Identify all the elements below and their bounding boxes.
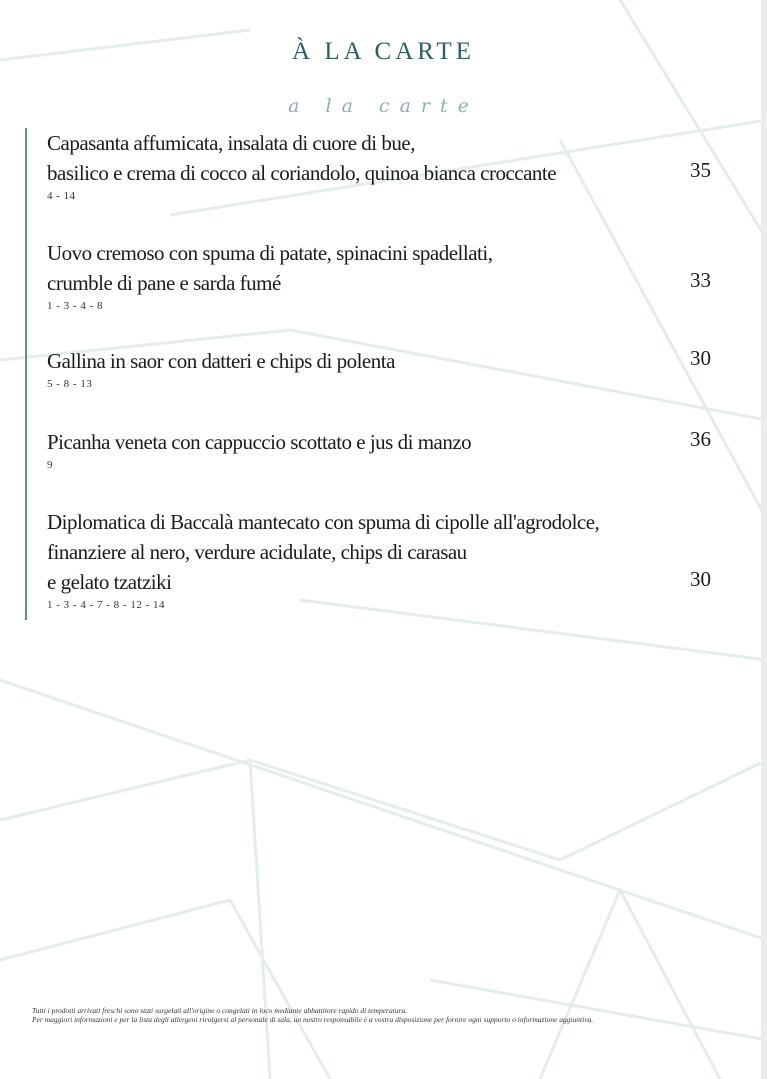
dish-list [25,128,717,620]
dish-allergens: 5 - 8 - 13 [47,378,93,390]
dish-item [47,128,717,202]
dish-price: 30 [690,346,711,370]
footer-line-allergens-info: Per maggiori informazioni e per la lista degli allergeni rivolgersi al personale di sala, un nostro responsabile è a vostra disposizione per fornire ogni supporto o informazione aggiuntiva. [32,1015,594,1024]
dish-name-line: Gallina in saor con datteri e chips di polenta [47,349,395,373]
dish-name-line: Uovo cremoso con spuma di patate, spinacini spadellati, [47,241,493,265]
dish-item [47,346,717,390]
dish-allergens: 9 [47,459,53,471]
menu-header [0,38,767,117]
menu-title: À LA CARTE [292,38,475,65]
dish-price: 36 [690,427,711,451]
dish-price: 35 [690,158,711,182]
dish-item [47,238,717,312]
dish-name-line: crumble di pane e sarda fumé [47,271,281,295]
dish-name-line: basilico e crema di cocco al coriandolo, quinoa bianca croccante [47,161,557,185]
dish-name-line: Capasanta affumicata, insalata di cuore di bue, [47,131,415,155]
page-edge-shadow [761,0,767,1079]
footer-line-freshness: Tutti i prodotti arrivati freschi sono stati surgelati all'origine o congelati in loco mediante abbattitore rapido di temperatura. [32,1006,408,1015]
dish-name-line: Diplomatica di Baccalà mantecato con spuma di cipolle all'agrodolce, [47,510,600,534]
dish-allergens: 1 - 3 - 4 - 8 [47,300,103,312]
dish-name-line: Picanha veneta con cappuccio scottato e jus di manzo [47,430,472,454]
dish-price: 30 [690,567,711,591]
dish-allergens: 1 - 3 - 4 - 7 - 8 - 12 - 14 [47,599,165,611]
dish-price: 33 [690,268,711,292]
menu-subtitle-script: a la carte [288,95,479,117]
dish-name-line: e gelato tzatziki [47,570,172,594]
dish-allergens: 4 - 14 [47,190,76,202]
dish-item [47,507,717,611]
dish-name-line: finanziere al nero, verdure acidulate, chips di carasau [47,540,467,564]
footer-note [32,1006,732,1024]
dish-item [47,427,717,471]
